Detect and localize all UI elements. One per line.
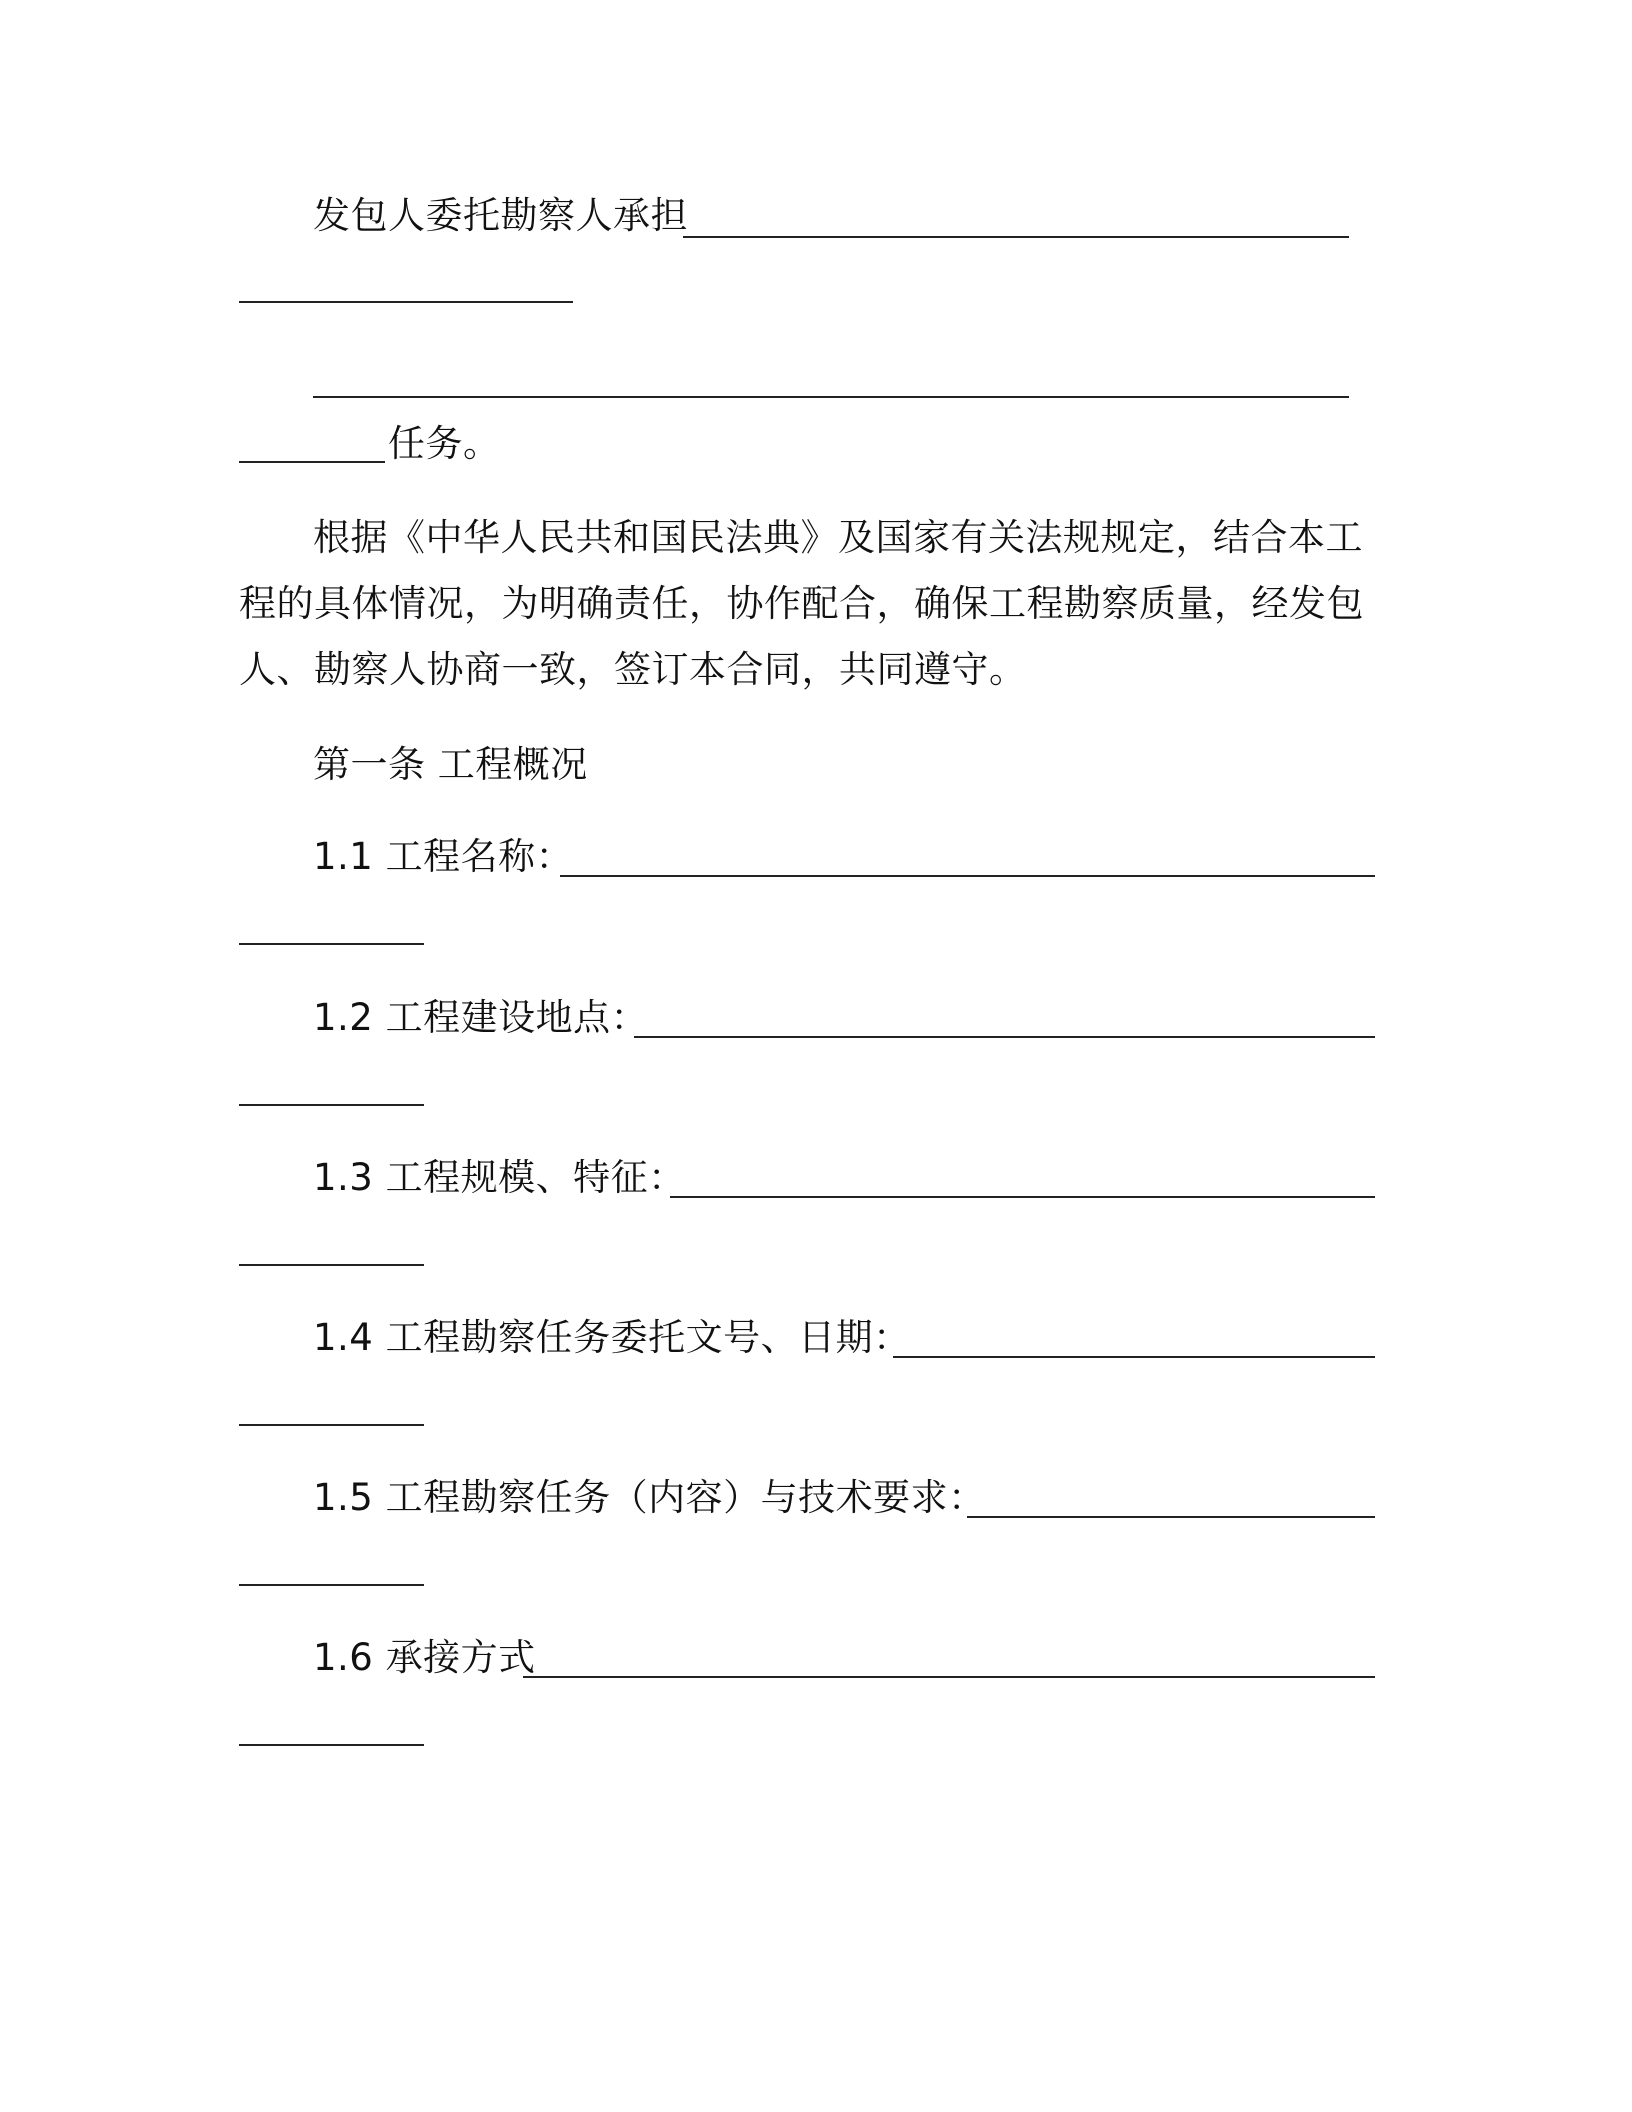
preamble-line-1: 根据《中华人民共和国民法典》及国家有关法规规定，结合本工 <box>313 516 1363 559</box>
item-1-1-blank <box>560 875 1375 877</box>
item-1-3-blank-cont <box>239 1264 424 1266</box>
preamble-line-2: 程的具体情况，为明确责任，协作配合，确保工程勘察质量，经发包 <box>239 582 1364 625</box>
item-1-5-blank <box>967 1516 1375 1518</box>
item-1-6-blank-cont <box>239 1744 424 1746</box>
item-1-2-blank <box>634 1036 1375 1038</box>
item-1-4-blank-cont <box>239 1424 424 1426</box>
item-1-6-label: 1.6 承接方式 <box>313 1636 536 1679</box>
item-1-1-label: 1.1 工程名称： <box>313 835 574 878</box>
item-1-4-label: 1.4 工程勘察任务委托文号、日期： <box>313 1316 911 1359</box>
intro-line: 发包人委托勘察人承担 <box>313 194 688 237</box>
item-1-6-blank <box>523 1676 1375 1678</box>
intro-blank-4 <box>239 461 385 463</box>
item-1-3-blank <box>670 1196 1375 1198</box>
item-1-2-blank-cont <box>239 1104 424 1106</box>
intro-blank-1 <box>683 236 1349 238</box>
intro-blank-3 <box>313 396 1349 398</box>
item-1-2-label: 1.2 工程建设地点： <box>313 996 649 1039</box>
item-1-3-label: 1.3 工程规模、特征： <box>313 1156 686 1199</box>
intro-suffix: 任务。 <box>388 422 501 465</box>
item-1-1-blank-cont <box>239 943 424 945</box>
preamble-line-3: 人、勘察人协商一致，签订本合同，共同遵守。 <box>239 648 1027 691</box>
item-1-5-label: 1.5 工程勘察任务（内容）与技术要求： <box>313 1476 986 1519</box>
article-1-title: 第一条 工程概况 <box>313 743 588 786</box>
intro-blank-2 <box>239 301 573 303</box>
item-1-4-blank <box>893 1356 1375 1358</box>
item-1-5-blank-cont <box>239 1584 424 1586</box>
